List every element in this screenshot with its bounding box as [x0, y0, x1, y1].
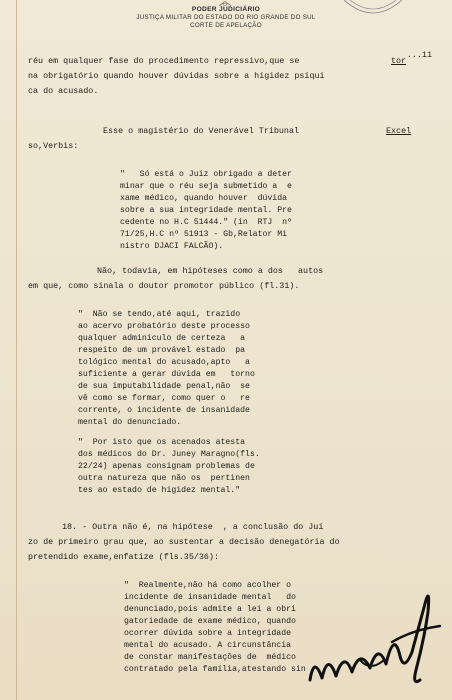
- quote-line: incidente de insanidade mental do: [124, 593, 296, 602]
- quote-line: gatoriedade de exame médico, quando: [124, 617, 296, 626]
- quote-line: qualquer adminículo de certeza a: [78, 334, 246, 343]
- text-line: tor: [391, 56, 407, 66]
- text-line: pretendido exame,enfatize (fls.35/36):: [28, 552, 219, 562]
- quote-line: vê como se formar, como quer o re: [78, 394, 250, 403]
- text-line: Não, todavia, em hipóteses como a dos autos: [97, 266, 324, 276]
- quote-line: dos médicos do Dr. Juney Maragno(fls.: [78, 450, 260, 459]
- quote-line: " Só está o Juiz obrigado a deter: [120, 170, 292, 179]
- text-line: réu em qualquer fase do procedimento repressivo,que se: [28, 56, 300, 66]
- text-line: Excel: [386, 126, 412, 136]
- quote-line: respeito de um provável estado pa: [78, 346, 246, 355]
- quote-line: " Realmente,não há como acolher o: [124, 581, 292, 590]
- quote-line: denunciado,pois admite a lei a obri: [124, 605, 296, 614]
- quote-line: ao acervo probatório deste processo: [78, 322, 250, 331]
- quote-line: " Não se tendo,até aqui, trazido: [78, 310, 241, 319]
- quote-line: 71/25,H.C nº 51913 - Gb,Relator Mi: [120, 230, 288, 239]
- quote-line: de sua imputabilidade penal,não se: [78, 382, 250, 391]
- text-line: 18. - Outra não é, na hipótese , a conclusão do Juí: [62, 522, 324, 532]
- text-line: Esse o magistério do Venerável Tribunal: [103, 126, 300, 136]
- quote-line: sobre a sua integridade mental. Pre: [120, 206, 292, 215]
- quote-line: contratado pela família,atestando sin: [124, 665, 306, 674]
- quote-line: 22/24) apenas consignam problemas de: [78, 462, 255, 471]
- letterhead: [0, 6, 452, 29]
- quote-line: suficiente a gerar dúvida em torno: [78, 370, 255, 379]
- quote-line: xame médico, quando houver dúvida: [120, 194, 288, 203]
- page-number: ...11: [406, 50, 432, 60]
- quote-line: mental do acusado. A circunstância: [124, 641, 292, 650]
- quote-line: minar que o réu seja submetido a e: [120, 182, 292, 191]
- quote-line: tes ao estado de higidez mental.": [78, 486, 241, 495]
- quote-line: nistro DJACI FALCÃO).: [120, 242, 224, 251]
- letterhead-line-1: PODER JUDICIÁRIO: [191, 6, 261, 13]
- letterhead-line-3: CORTE DE APELAÇÃO: [190, 21, 262, 29]
- text-line: na obrigatório quando houver dúvidas sobre a higidez psíqui: [28, 71, 325, 81]
- margin-rule: [16, 0, 17, 700]
- quote-line: cedente no H.C 51444." (in RTJ nº: [120, 218, 292, 227]
- quote-line: " Por isto que os acenados atesta: [78, 438, 246, 447]
- handwritten-signature: [300, 560, 450, 700]
- text-line: zo de primeiro grau que, ao sustentar a decisão denegatória do: [28, 537, 340, 547]
- text-line: so,Verbis:: [28, 141, 79, 151]
- quote-line: tológico mental do acusado,apto a: [78, 358, 250, 367]
- letterhead-line-2: JUSTIÇA MILITAR DO ESTADO DO RIO GRANDE DO SUL: [136, 13, 316, 21]
- quote-line: de constar manifestações de médico: [124, 653, 296, 662]
- text-line: ca do acusado.: [28, 86, 99, 96]
- text-line: em que, como sinala o doutor promotor público (fl.31).: [28, 281, 300, 291]
- quote-line: outra natureza que não os pertinen: [78, 474, 250, 483]
- quote-line: ocorrer dúvida sobre a integridade: [124, 629, 292, 638]
- quote-line: corrente, o incidente de insanidade: [78, 406, 250, 415]
- quote-line: mental do denunciado.: [78, 418, 182, 427]
